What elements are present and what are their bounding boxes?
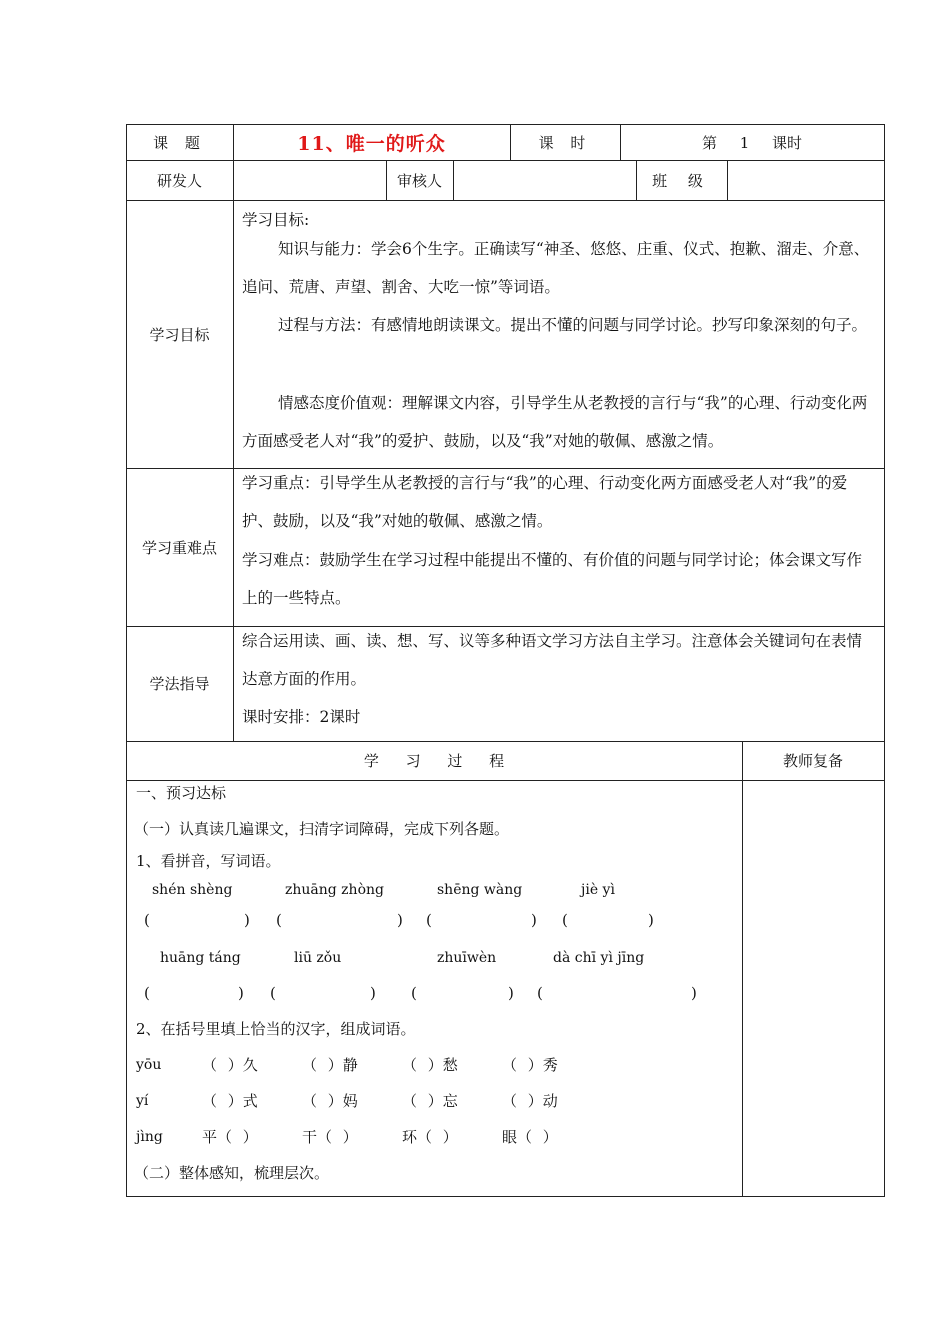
fill-item: （ ）静 [302,1056,358,1074]
answer-bracket-close: ) [508,984,514,1002]
fill-pinyin: yōu [136,1057,162,1073]
pinyin-item: huāng táng [160,950,241,966]
table-divider [742,741,743,1197]
table-border [126,1196,885,1197]
method-label: 学法指导 [149,675,210,693]
answer-bracket-open: ( [276,911,282,929]
method-schedule: 课时安排：2课时 [242,708,361,726]
teacher-notes-header: 教师复备 [782,752,843,770]
method-text: 综合运用读、画、读、想、写、议等多种语文学习方法自主学习。注意体会关键词句在表情达意方面的作用。 [242,632,863,688]
table-divider [126,780,885,781]
fill-item: 眼（ ） [502,1128,558,1146]
fill-item: （ ）愁 [402,1056,458,1074]
goals-emotion: 情感态度价值观：理解课文内容，引导学生从老教授的言行与“我”的心理、行动变化两方面感受老人对“我”的爱护、鼓励，以及“我”对她的敬佩、感激之情。 [242,394,868,450]
answer-bracket-close: ) [238,984,244,1002]
answer-bracket-open: ( [270,984,276,1002]
question-1: 1、看拼音，写词语。 [136,852,281,870]
keypoints-key: 学习重点：引导学生从老教授的言行与“我”的心理、行动变化两方面感受老人对“我”的爱护、鼓励，以及“我”对她的敬佩、感激之情。 [242,474,848,530]
answer-bracket-open: ( [144,911,150,929]
pinyin-item: zhuīwèn [437,950,497,966]
fill-item: 环（ ） [402,1128,458,1146]
table-divider [233,124,234,741]
keypoints-label: 学习重难点 [141,538,217,557]
pinyin-item: jiè yì [581,882,615,898]
answer-bracket-open: ( [562,911,568,929]
table-divider [727,160,728,200]
fill-item: （ ）秀 [502,1056,558,1074]
answer-bracket-open: ( [411,984,417,1002]
answer-bracket-close: ) [691,984,697,1002]
pinyin-item: shēng wàng [437,882,523,898]
table-divider [126,160,885,161]
answer-bracket-open: ( [144,984,150,1002]
fill-item: （ ）忘 [402,1092,458,1110]
fill-pinyin: yí [136,1093,149,1109]
sub-reading: （一）认真读几遍课文，扫清字词障碍，完成下列各题。 [134,820,510,838]
answer-bracket-open: ( [537,984,543,1002]
period-label: 课 时 [538,133,592,152]
answer-bracket-close: ) [244,911,250,929]
fill-pinyin: jìng [136,1129,163,1145]
fill-item: （ ）式 [202,1092,258,1110]
process-header: 学 习 过 程 [363,752,505,770]
sub-overview: （二）整体感知，梳理层次。 [134,1164,330,1182]
answer-bracket-close: ) [648,911,654,929]
period-value: 第 1 课时 [701,133,803,152]
lesson-title: 11、唯一的听众 [297,132,446,155]
section-preview: 一、预习达标 [136,784,227,802]
reviewer-label: 审核人 [396,171,442,190]
goals-heading: 学习目标: [242,211,310,229]
answer-bracket-close: ) [397,911,403,929]
answer-bracket-open: ( [426,911,432,929]
goals-label: 学习目标 [149,325,210,344]
pinyin-item: zhuāng zhòng [285,882,384,898]
goals-process: 过程与方法：有感情地朗读课文。提出不懂的问题与同学讨论。抄写印象深刻的句子。 [278,316,868,334]
table-divider [126,200,885,201]
fill-item: （ ）妈 [302,1092,358,1110]
answer-bracket-close: ) [370,984,376,1002]
goals-knowledge: 知识与能力：学会6个生字。正确读写“神圣、悠悠、庄重、仪式、抱歉、溜走、介意、追问、荒唐、声望、割舍、大吃一惊”等词语。 [242,240,870,296]
keypoints-difficulty: 学习难点：鼓励学生在学习过程中能提出不懂的、有价值的问题与同学讨论；体会课文写作上的一些特点。 [242,551,863,607]
topic-label: 课 题 [153,133,206,152]
table-divider [453,160,454,200]
class-label: 班 级 [652,171,711,190]
fill-item: 干（ ） [302,1128,358,1146]
answer-bracket-close: ) [531,911,537,929]
lesson-plan-table [126,124,885,1197]
fill-item: （ ）动 [502,1092,558,1110]
table-border [884,124,885,1197]
question-2: 2、在括号里填上恰当的汉字，组成词语。 [136,1020,416,1038]
fill-item: （ ）久 [202,1056,258,1074]
pinyin-item: shén shèng [152,882,233,898]
pinyin-item: liū zǒu [294,950,342,966]
pinyin-item: dà chī yì jīng [553,950,645,966]
developer-label: 研发人 [156,171,202,190]
fill-item: 平（ ） [202,1128,258,1146]
